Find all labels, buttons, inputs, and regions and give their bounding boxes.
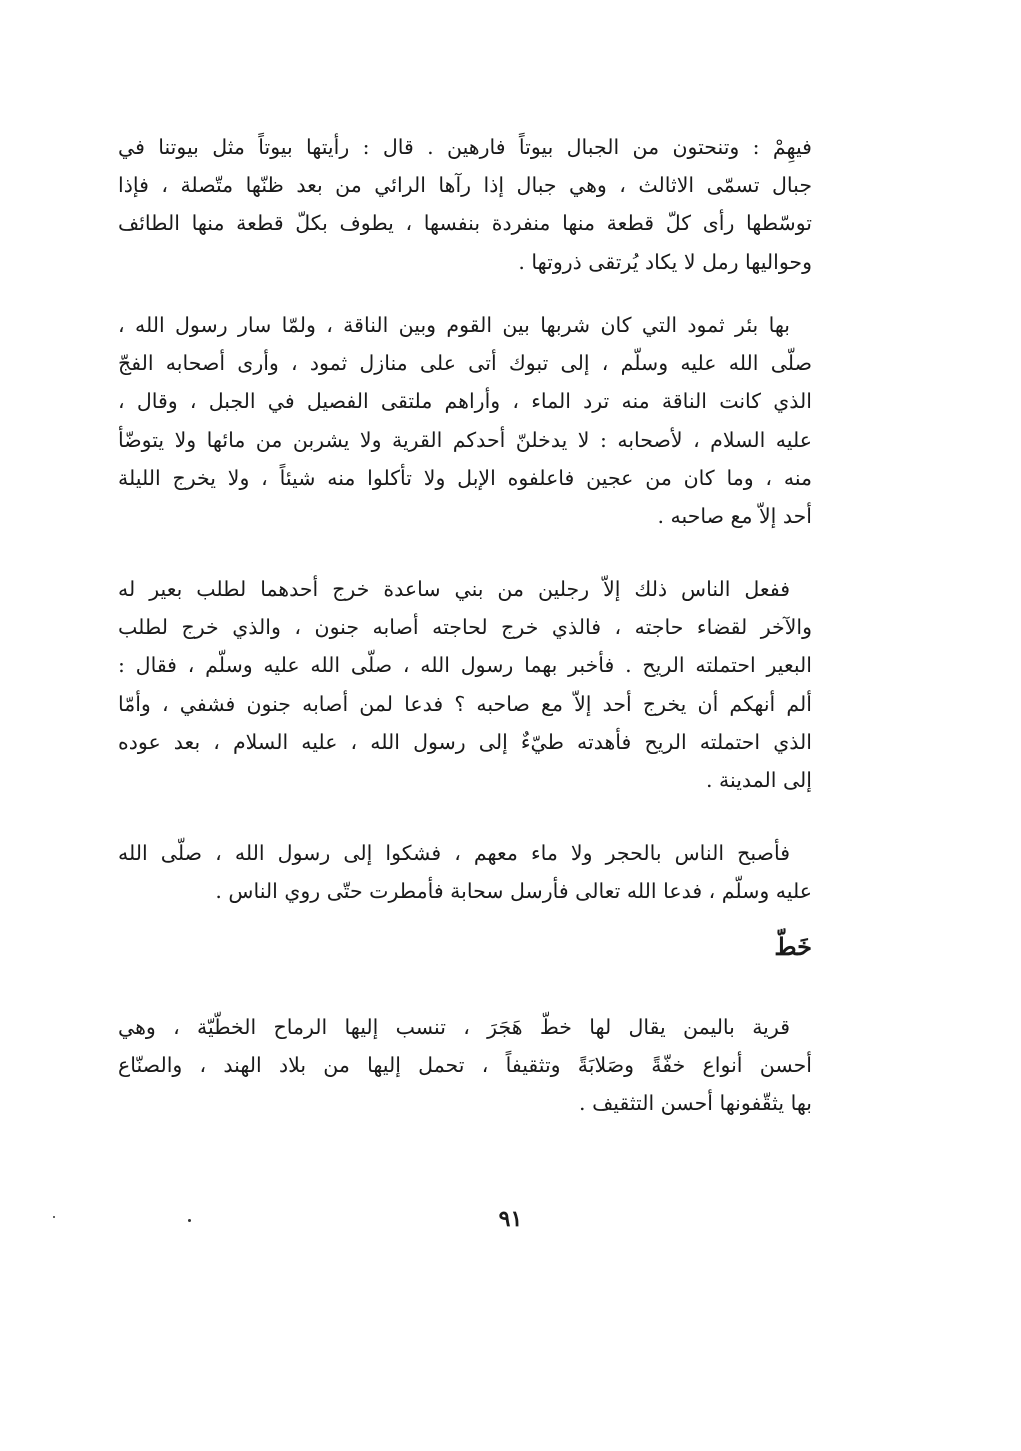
text-line: أحسن أنواع خفّةً وصَلابَةً وتثقيفاً ، تحمل إليها من بلاد الهند ، والصنّاع [118,1053,812,1078]
text-line: توسّطها رأى كلّ قطعة منها منفردة بنفسها ، يطوف بكلّ قطعة منها الطائف [118,211,812,236]
page-number: ٩١ [498,1206,523,1232]
text-line: الذي كانت الناقة منه ترد الماء ، وأراهم ملتقى الفصيل في الجبل ، وقال ، [118,389,812,414]
text-line: منه ، وما كان من عجين فاعلفوه الإبل ولا تأكلوا منه شيئاً ، ولا يخرج الليلة [118,465,812,490]
text-line: أحد إلاّ مع صاحبه . [657,504,812,529]
text-line: عليه السلام ، لأصحابه : لا يدخلنّ أحدكم القرية ولا يشربن من مائها ولا يتوضّأ [118,427,812,452]
text-line: البعير احتملته الريح . فأخبر بهما رسول الله ، صلّى الله عليه وسلّم ، فقال : [118,653,812,678]
text-line: جبال تسمّى الاثالث ، وهي جبال إذا رآها الرائي من بعد ظنّها متّصلة ، فإذا [118,173,812,198]
paragraph-2 [118,306,812,535]
text-line: الذي احتملته الريح فأهدته طيّءٌ إلى رسول الله ، عليه السلام ، بعد عوده [118,729,812,754]
text-line: ألم أنهكم أن يخرج أحد إلاّ مع صاحبه ؟ فدعا لمن أصابه جنون فشفي ، وأمّا [118,691,812,716]
text-line: وحواليها رمل لا يكاد يُرتقى ذروتها . [518,249,812,274]
text-line: فأصبح الناس بالحجر ولا ماء معهم ، فشكوا إلى رسول الله ، صلّى الله [118,841,790,865]
paragraph-1 [118,128,812,281]
scan-speck [188,1219,191,1222]
entry-heading: خَطّ [774,932,812,961]
scan-speck [53,1216,55,1218]
text-line: بها بئر ثمود التي كان شربها بين القوم وبين الناقة ، ولمّا سار رسول الله ، [118,313,790,337]
paragraph-5 [118,1008,812,1123]
text-line: صلّى الله عليه وسلّم ، إلى تبوك أتى على منازل ثمود ، وأرى أصحابه الفجّ [118,351,812,376]
text-line: إلى المدينة . [705,768,812,793]
text-line: قرية باليمن يقال لها خطّ هَجَرَ ، تنسب إليها الرماح الخطّيّة ، وهي [118,1015,790,1039]
paragraph-3 [118,570,812,799]
text-line: ففعل الناس ذلك إلاّ رجلين من بني ساعدة خرج أحدهما لطلب بعير له [118,577,790,601]
text-line: عليه وسلّم ، فدعا الله تعالى فأرسل سحابة فأمطرت حتّى روي الناس . [215,879,812,904]
paragraph-4 [118,834,812,910]
text-line: بها يثقّفونها أحسن التثقيف . [579,1091,812,1116]
text-line: فيهِمْ : وتنحتون من الجبال بيوتاً فارهين . قال : رأيتها بيوتاً مثل بيوتنا في [118,135,812,159]
text-line: والآخر لقضاء حاجته ، فالذي خرج لحاجته أصابه جنون ، والذي خرج لطلب [118,615,812,640]
